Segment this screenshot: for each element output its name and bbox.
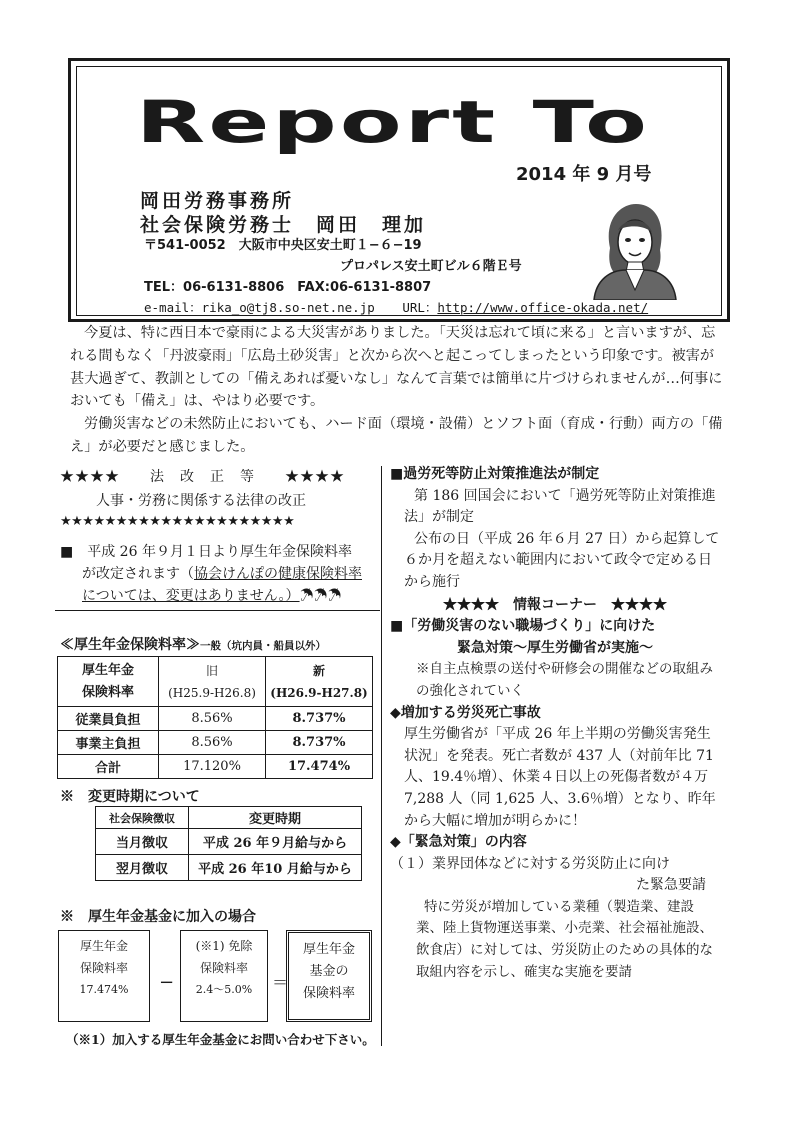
table-row: 従業員負担 8.56% 8.737% [58,707,373,731]
table-row: 当月徴収 平成 26 年９月給与から [96,829,362,855]
safety-heading: ■「労働災害のない職場づくり」に向けた [390,618,656,635]
url-label: URL： [402,300,438,315]
email[interactable]: e-mail：rika_o@tj8.so-net.ne.jp [144,300,375,315]
karoushi-effective: 公布の日（平成 26 年６月 27 日）から起算して６か月を超えない範囲内において政令で定める日から施行 [404,530,720,590]
exempt-rate-box: (※1) 免除 保険料率 2.4〜5.0% [180,930,268,1022]
issue-date: 2014 年 9 月号 [516,164,652,185]
column-divider [381,466,382,1046]
section-heading-law: ★★★★ 法 改 正 等 ★★★★ [60,469,345,485]
emergency-item-1: （１）業界団体などに対する労災防止に向け [390,855,670,872]
change-timing-title: ※ 変更時期について [60,789,200,805]
rate-change-notice: ■ 平成 26 年９月１日より厚生年金保険料率 が改定されます（協会けんぽの健康保険料率 については、変更はありません。）☂☂☂ [60,544,362,604]
change-timing-table [95,806,362,881]
address-line-2: プロパレス安土町ビル６階Ｅ号 [340,259,522,274]
safety-note: ※自主点検票の送付や研修会の開催などの取組みの強化されていく [416,661,713,699]
deaths-text: 厚生労働省が「平成 26 年上半期の労働災害発生状況」を発表。死亡者数が 437 人（対前年比 71 人、19.4％増）、休業４日以上の死傷者数が４万 7,288 人（同 1,625 人、3.6％増）となり、昨年から大幅に増加が明らかに！ [404,726,716,829]
right-column: ■過労死等防止対策推進法が制定 第 186 回国会において「過労死等防止対策推進法」が制定 公布の日（平成 26 年６月 27 日）から起算して６か月を超えない範囲内において政令で定める日から施行 ★★★★ 情報コーナー ★★★★ ■「労働災害のない職場づくり」に向けた 緊急対策〜厚生労働省が実施〜 ※自主点検票の送付や研修会の開催などの取組みの強化されていく ◆増加する労災死亡事故 厚生労働省が「平成 26 年上半期の労働災害発生状況」を発表。死亡者数が 437 人（対前年比 71 人、19.4％増）、休業４日以上の死傷者数が４万 7,288 人（同 1,625 人、3.6％増）となり、昨年から大幅に増加が明らかに！ ◆「緊急対策」の内容 （１）業界団体などに対する労災防止に向け た緊急要請 特に労災が増加している業種（製造業、建設業、陸上貨物運送事業、小売業、社会福祉施設、飲食店）に対しては、労災防止のための具体的な取組内容を示し、確実な実施を要請 [390,464,720,983]
fund-footnote: （※1）加入する厚生年金基金にお問い合わせ下さい。 [66,1032,375,1047]
emergency-heading: ◆「緊急対策」の内容 [390,834,527,851]
office-name: 岡田労務事務所 [140,190,295,212]
table-row: 社会保険徴収 変更時期 [96,807,362,829]
table-row: 厚生年金 保険料率 旧 (H25.9-H26.8) 新 (H26.9-H27.8) [58,657,373,707]
fund-title: ※ 厚生年金基金に加入の場合 [60,909,256,925]
website-link[interactable]: http://www.office-okada.net/ [437,300,649,315]
karoushi-text: 第 186 回国会において「過労死等防止対策推進法」が制定 [404,487,716,526]
table-row: 翌月徴収 平成 26 年10 月給与から [96,855,362,881]
newsletter-title: Report To [136,88,650,156]
fund-rate-box: 厚生年金 基金の 保険料率 [286,930,372,1022]
address-line-1: 〒541-0052 大阪市中央区安土町１−６−19 [144,238,422,253]
section-subheading: 人事・労務に関係する法律の改正 [96,493,306,509]
intro-text [70,322,725,459]
intro-paragraph: 今夏は、特に西日本で豪雨による大災害がありました。「天災は忘れて頃に来る」と言いますが、忘れる間もなく「丹波豪雨」「広島土砂災害」と次から次へと起こってしまったという印象です。被害が甚大過ぎて、教訓としての「備えあれば憂いなし」なんて言葉では簡単に片づけられませんが…何事においても「備え」は、やはり必要です。 [70,325,723,410]
stars-divider: ★★★★★★★★★★★★★★★★★★★★★ [60,514,295,529]
minus-sign: − [159,972,175,993]
umbrella-icon: ☂☂☂ [299,588,342,604]
pension-rate-box: 厚生年金 保険料率 17.474% [58,930,150,1022]
rate-table-title: ≪厚生年金保険料率≫一般（坑内員・船員以外） [60,637,326,653]
info-corner-heading: ★★★★ 情報コーナー ★★★★ [443,596,667,613]
intro-paragraph: 労働災害などの未然防止においても、ハード面（環境・設備）とソフト面（育成・行動）両方の「備え」が必要だと感じました。 [70,416,723,455]
tel-fax: TEL：06-6131-8806 FAX:06-6131-8807 [144,280,432,295]
contact-line [144,298,648,316]
author-name: 社会保険労務士 岡田 理加 [140,214,427,236]
deaths-heading: ◆増加する労災死亡事故 [390,704,541,721]
table-row: 事業主負担 8.56% 8.737% [58,731,373,755]
karoushi-heading: ■過労死等防止対策推進法が制定 [390,466,600,482]
pension-rate-table [57,656,373,779]
woman-portrait-illustration-icon [590,200,678,300]
equals-sign: ＝ [272,973,289,992]
table-row: 合計 17.120% 17.474% [58,755,373,779]
emergency-text: 特に労災が増加している業種（製造業、建設業、陸上貨物運送事業、小売業、社会福祉施設、飲食店）に対しては、労災防止のための具体的な取組内容を示し、確実な実施を要請 [416,898,713,980]
divider [55,610,380,611]
